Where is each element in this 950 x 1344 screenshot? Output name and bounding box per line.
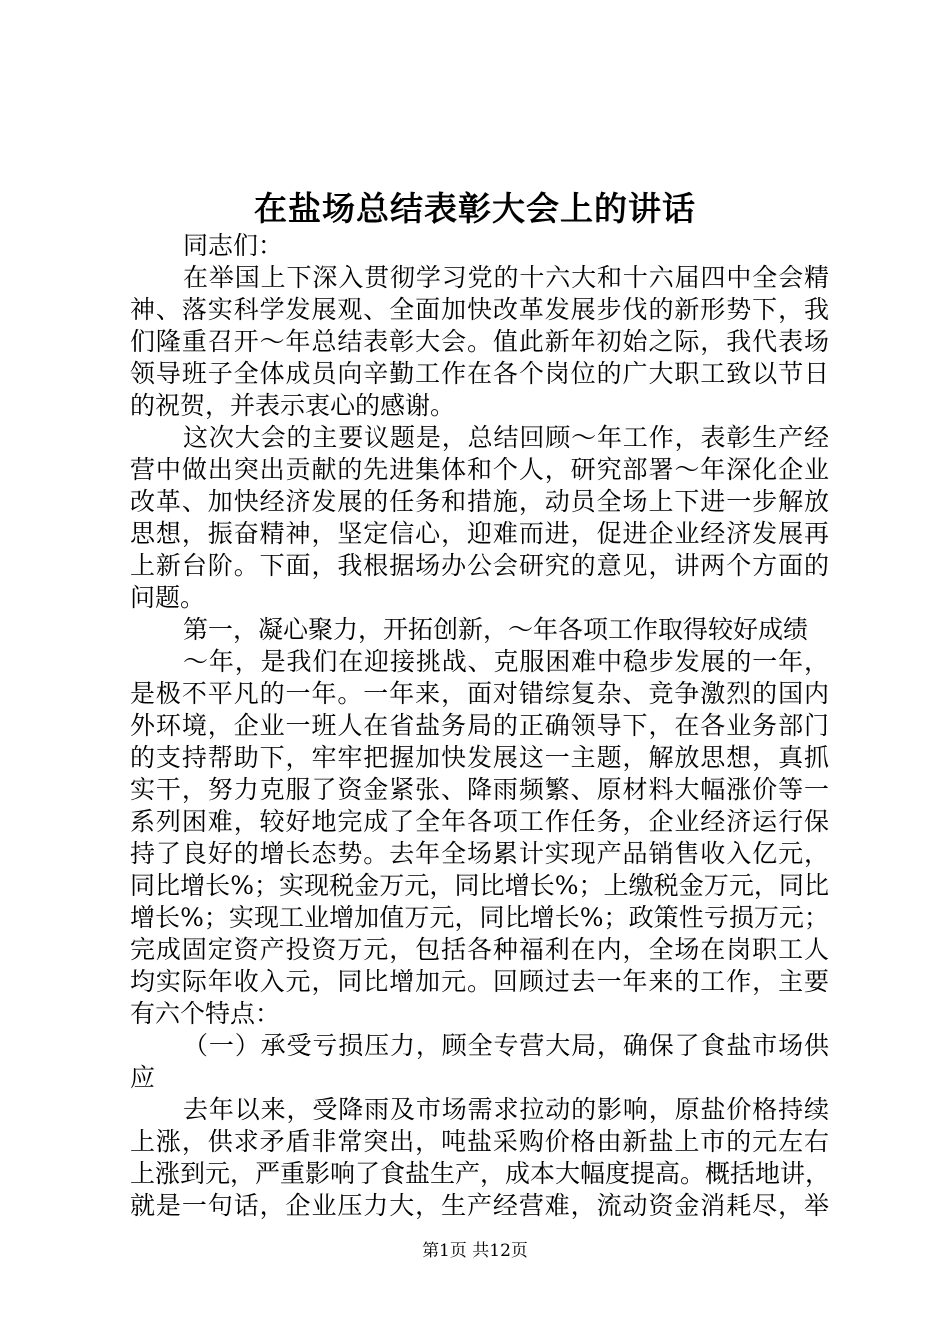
body-line: 上涨，供求矛盾非常突出，吨盐采购价格由新盐上市的元左右	[130, 1127, 829, 1156]
body-line: 们隆重召开～年总结表彰大会。值此新年初始之际，我代表场	[130, 327, 829, 356]
salutation-line: 同志们：	[183, 231, 284, 260]
body-line: 营中做出突出贡献的先进集体和个人，研究部署～年深化企业	[130, 455, 829, 484]
body-line: 改革、加快经济发展的任务和措施，动员全场上下进一步解放	[130, 487, 829, 516]
body-line: ～年，是我们在迎接挑战、克服困难中稳步发展的一年，	[183, 647, 829, 676]
body-line: 增长%；实现工业增加值万元，同比增长%；政策性亏损万元；	[130, 903, 829, 932]
body-line: 同比增长%；实现税金万元，同比增长%；上缴税金万元，同比	[130, 871, 829, 900]
body-line: 外环境，企业一班人在省盐务局的正确领导下，在各业务部门	[130, 711, 829, 740]
body-line: 的支持帮助下，牢牢把握加快发展这一主题，解放思想，真抓	[130, 743, 829, 772]
body-line: 有六个特点：	[130, 999, 281, 1028]
body-line: 神、落实科学发展观、全面加快改革发展步伐的新形势下，我	[130, 295, 829, 324]
body-line: 上涨到元，严重影响了食盐生产，成本大幅度提高。概括地讲，	[130, 1159, 831, 1188]
body-line: 的祝贺，并表示衷心的感谢。	[130, 391, 456, 420]
body-line: 完成固定资产投资万元，包括各种福利在内，全场在岗职工人	[130, 935, 829, 964]
body-line: 持了良好的增长态势。去年全场累计实现产品销售收入亿元，	[130, 839, 829, 868]
document-title: 在盐场总结表彰大会上的讲话	[254, 189, 696, 228]
body-line: 是极不平凡的一年。一年来，面对错综复杂、竞争激烈的国内	[130, 679, 829, 708]
body-line: 系列困难，较好地完成了全年各项工作任务，企业经济运行保	[130, 807, 829, 836]
body-line: 领导班子全体成员向辛勤工作在各个岗位的广大职工致以节日	[130, 359, 829, 388]
body-line: 在举国上下深入贯彻学习党的十六大和十六届四中全会精	[183, 263, 829, 292]
subsection-heading: 应	[130, 1063, 156, 1092]
body-line: 均实际年收入元，同比增加元。回顾过去一年来的工作，主要	[130, 967, 829, 996]
body-line: 就是一句话，企业压力大，生产经营难，流动资金消耗尽，举	[130, 1191, 829, 1220]
body-line: 这次大会的主要议题是，总结回顾～年工作，表彰生产经	[183, 423, 829, 452]
subsection-heading: （一）承受亏损压力，顾全专营大局，确保了食盐市场供	[183, 1031, 829, 1060]
body-line: 上新台阶。下面，我根据场办公会研究的意见，讲两个方面的	[130, 551, 829, 580]
page-number-footer: 第1页 共12页	[422, 1241, 528, 1261]
body-line: 实干，努力克服了资金紧张、降雨频繁、原材料大幅涨价等一	[130, 775, 829, 804]
body-line: 去年以来，受降雨及市场需求拉动的影响，原盐价格持续	[183, 1095, 829, 1124]
body-line: 思想，振奋精神，坚定信心，迎难而进，促进企业经济发展再	[130, 519, 829, 548]
body-line: 问题。	[130, 583, 206, 612]
section-heading: 第一，凝心聚力，开拓创新，～年各项工作取得较好成绩	[183, 615, 809, 644]
